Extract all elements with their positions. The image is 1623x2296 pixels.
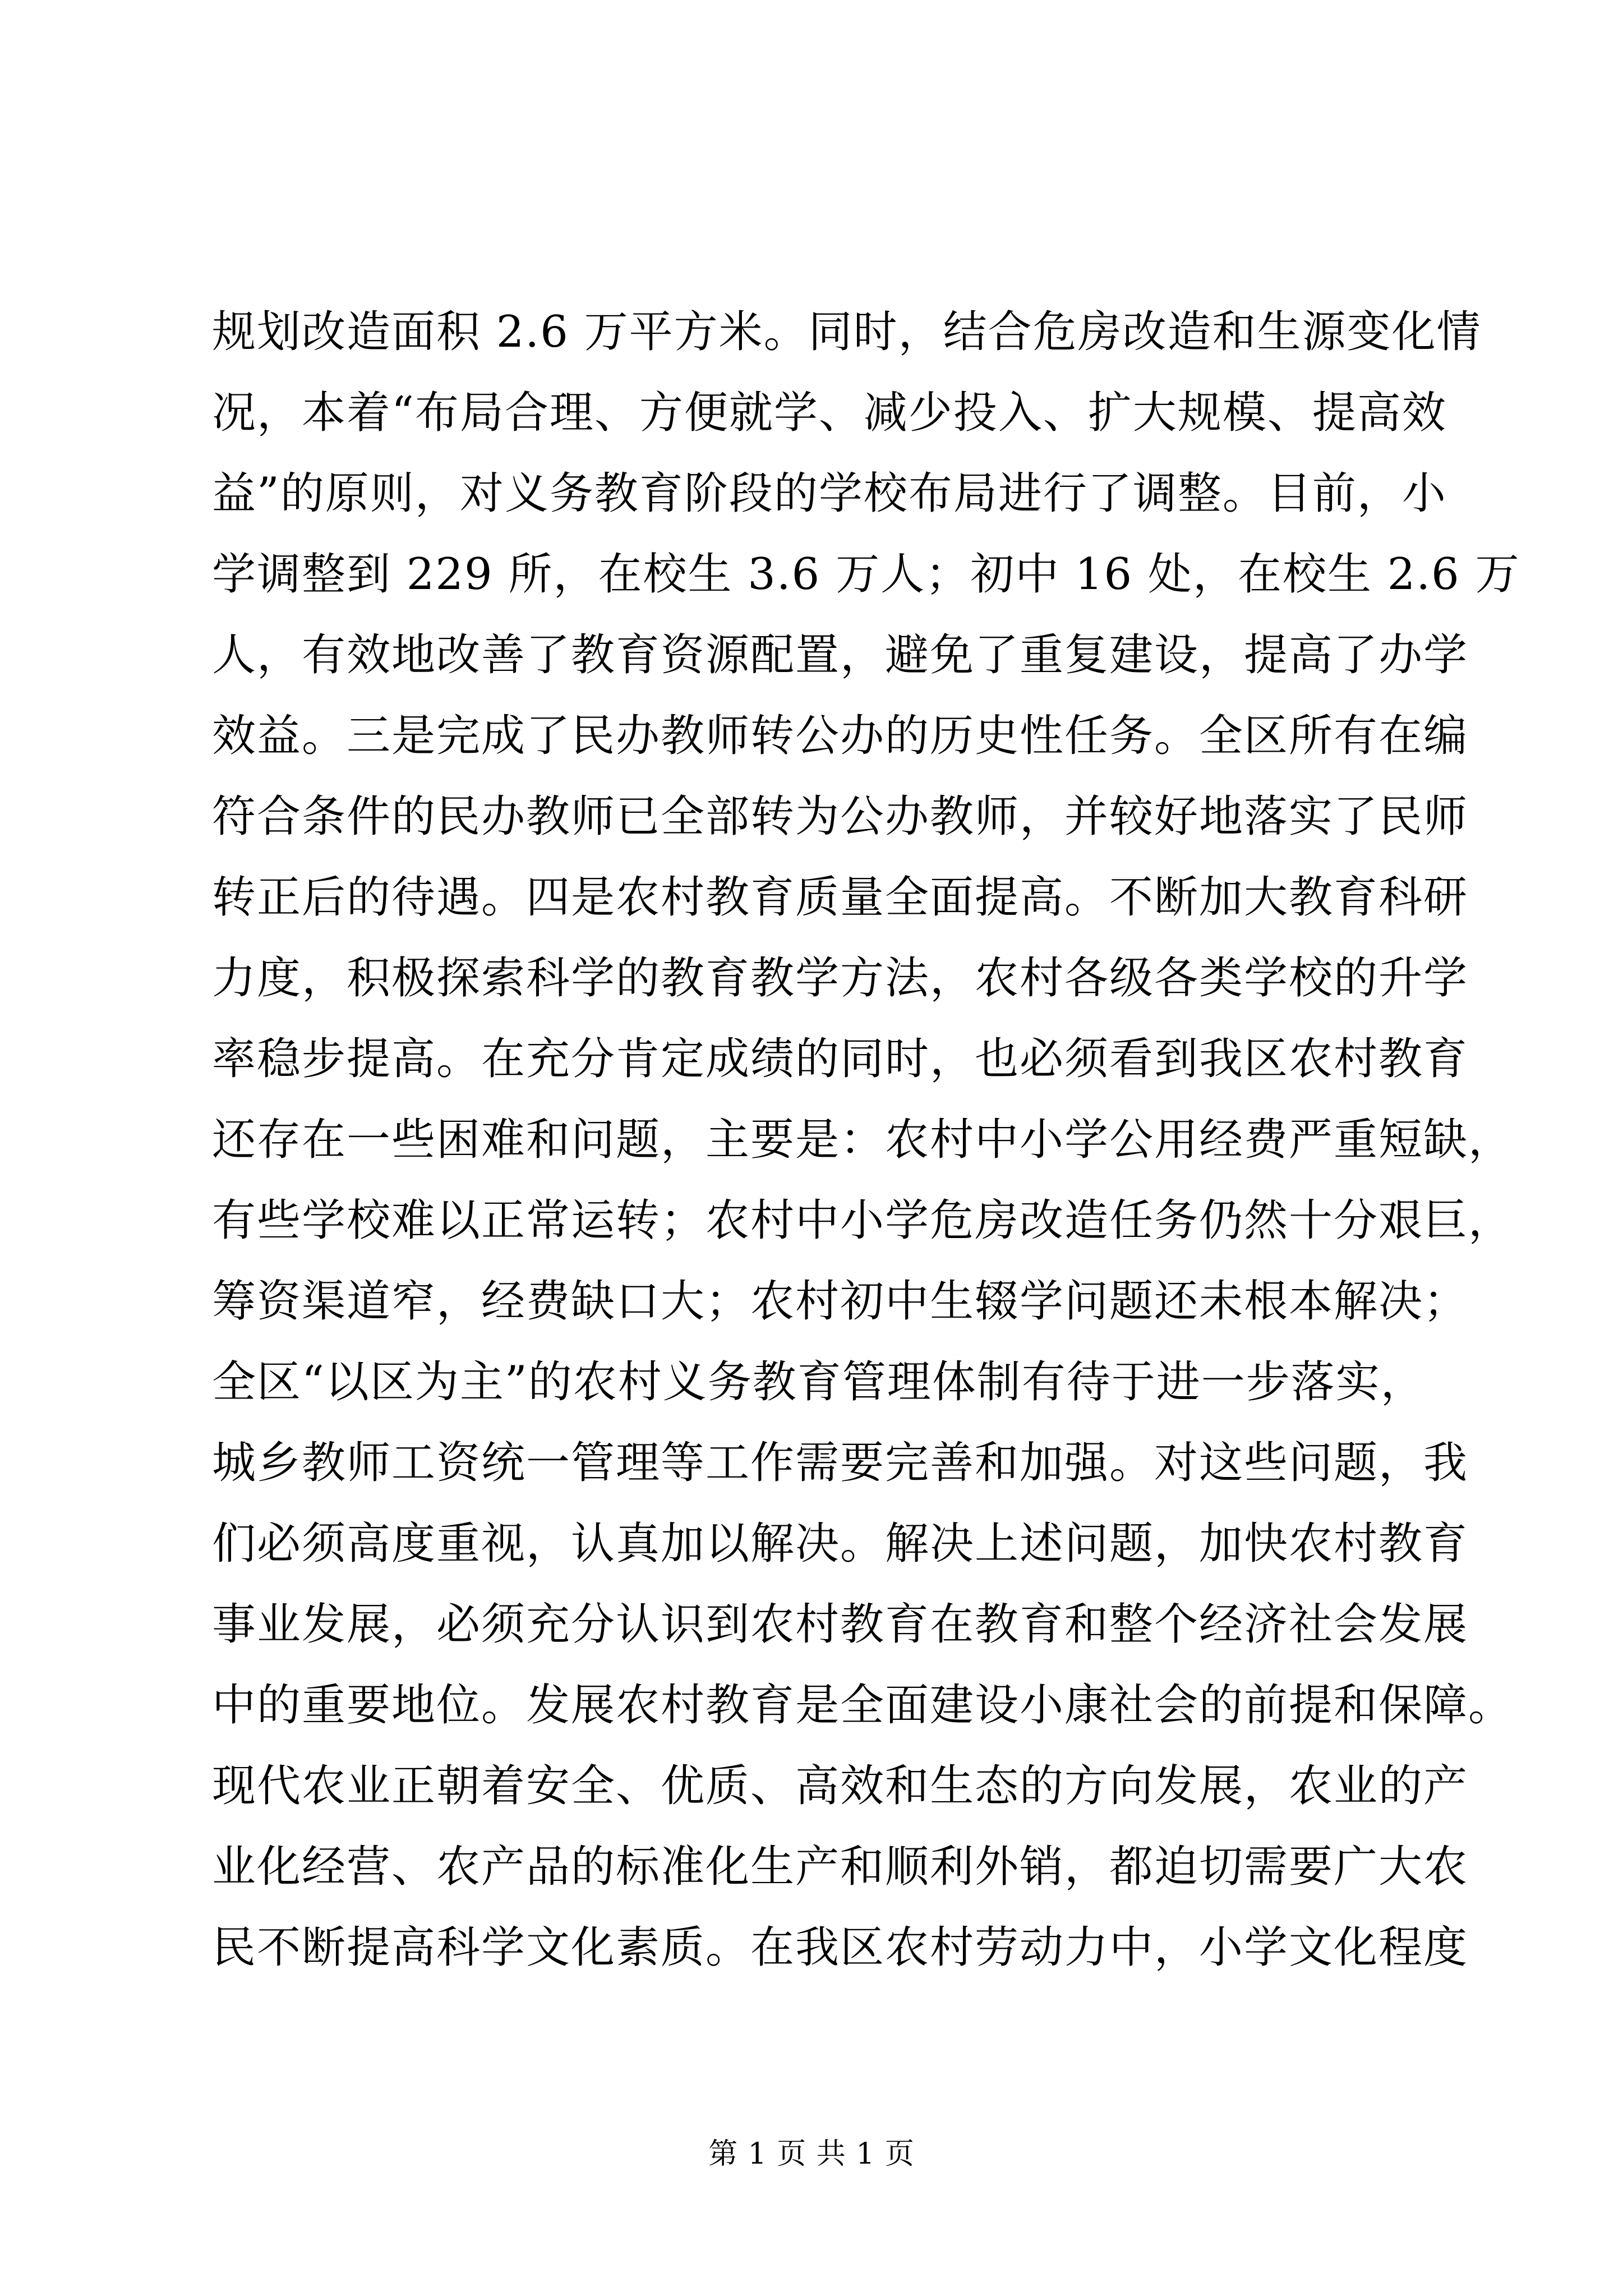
text-line: 符合条件的民办教师已全部转为公办教师，并较好地落实了民师 <box>212 792 1469 842</box>
text-line: 规划改造面积 2.6 万平方米。同时，结合危房改造和生源变化情 <box>212 307 1482 357</box>
text-line: 业化经营、农产品的标准化生产和顺利外销，都迫切需要广大农 <box>212 1842 1469 1892</box>
text-line: 现代农业正朝着安全、优质、高效和生态的方向发展，农业的产 <box>212 1761 1469 1811</box>
text-line: 有些学校难以正常运转；农村中小学危房改造任务仍然十分艰巨， <box>212 1195 1514 1246</box>
body-text <box>212 292 1520 1988</box>
text-line: 们必须高度重视，认真加以解决。解决上述问题，加快农村教育 <box>212 1519 1469 1569</box>
text-line: 全区“以区为主”的农村义务教育管理体制有待于进一步落实， <box>212 1357 1426 1407</box>
text-line: 效益。三是完成了民办教师转公办的历史性任务。全区所有在编 <box>212 711 1469 761</box>
text-line: 况，本着“布局合理、方便就学、减少投入、扩大规模、提高效 <box>212 388 1447 438</box>
text-line: 学调整到 229 所，在校生 3.6 万人；初中 16 处，在校生 2.6 万 <box>212 549 1520 600</box>
text-line: 人，有效地改善了教育资源配置，避免了重复建设，提高了办学 <box>212 630 1469 680</box>
text-line: 中的重要地位。发展农村教育是全面建设小康社会的前提和保障。 <box>212 1680 1514 1731</box>
page-footer: 第 1 页 共 1 页 <box>708 2137 915 2171</box>
text-line: 转正后的待遇。四是农村教育质量全面提高。不断加大教育科研 <box>212 872 1469 923</box>
text-line: 民不断提高科学文化素质。在我区农村劳动力中，小学文化程度 <box>212 1922 1469 1973</box>
text-line: 益”的原则，对义务教育阶段的学校布局进行了调整。目前，小 <box>212 468 1447 519</box>
text-line: 筹资渠道窄，经费缺口大；农村初中生辍学问题还未根本解决； <box>212 1276 1469 1327</box>
text-line: 率稳步提高。在充分肯定成绩的同时，也必须看到我区农村教育 <box>212 1034 1469 1084</box>
text-line: 城乡教师工资统一管理等工作需要完善和加强。对这些问题，我 <box>212 1438 1469 1488</box>
text-line: 还存在一些困难和问题，主要是：农村中小学公用经费严重短缺， <box>212 1115 1514 1165</box>
text-line: 力度，积极探索科学的教育教学方法，农村各级各类学校的升学 <box>212 953 1469 1004</box>
text-line: 事业发展，必须充分认识到农村教育在教育和整个经济社会发展 <box>212 1599 1469 1650</box>
